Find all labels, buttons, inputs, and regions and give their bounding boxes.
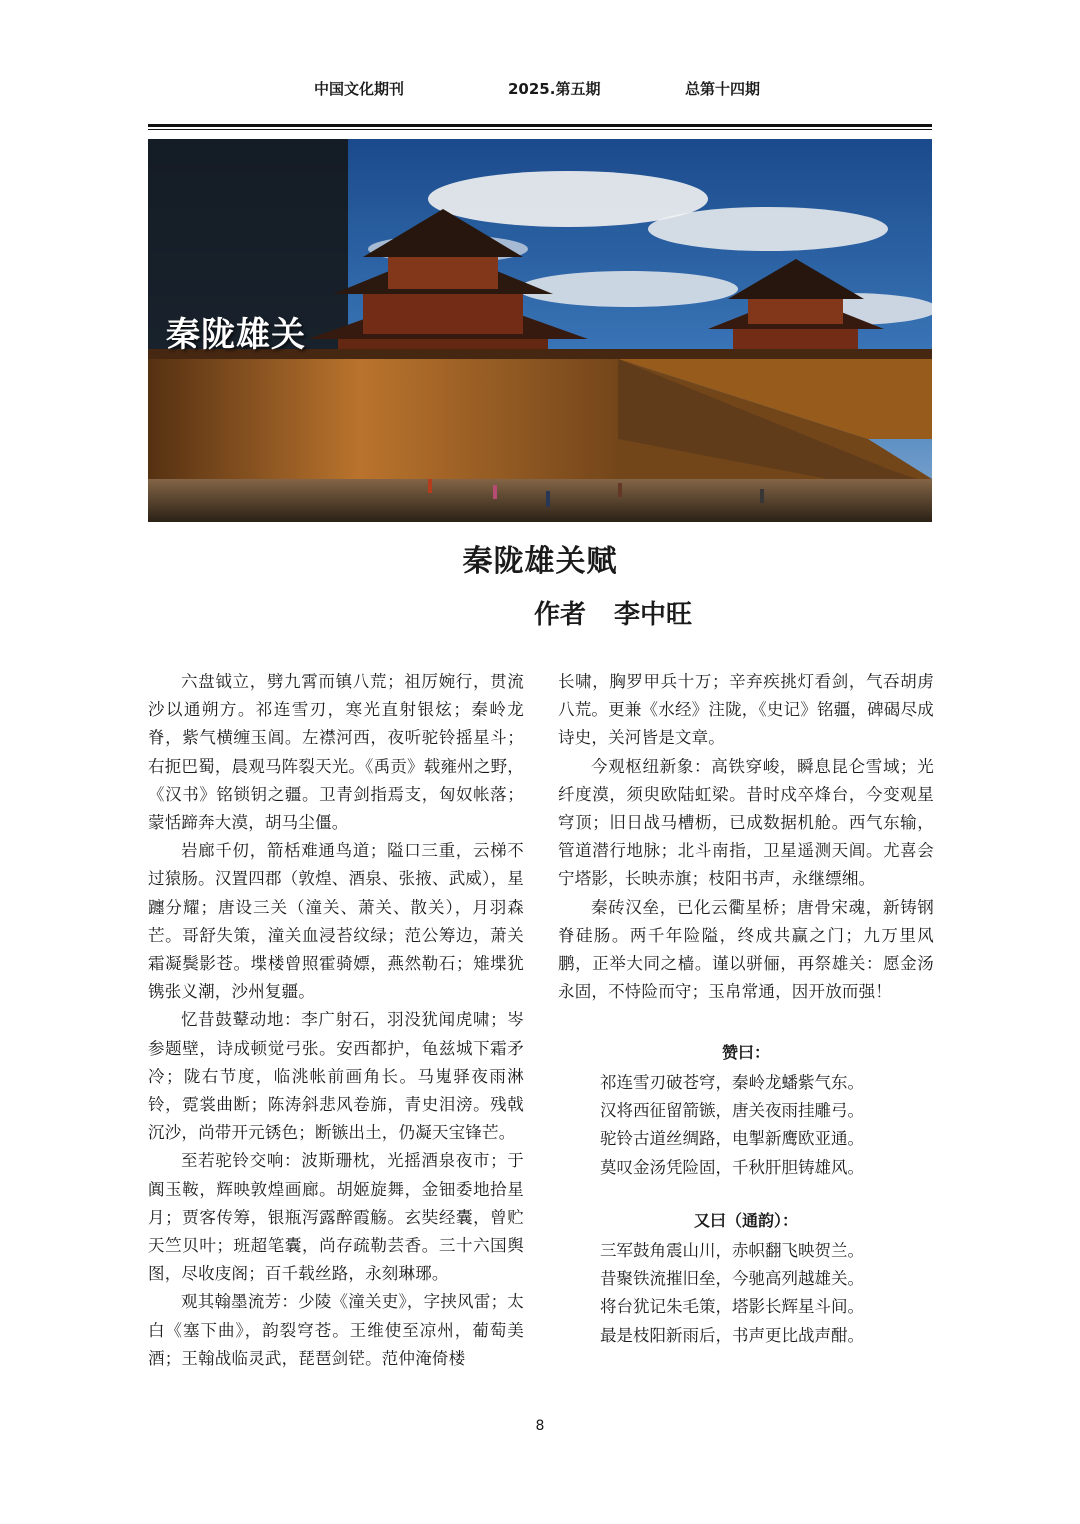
poem-line: 三军鼓角震山川，赤帜翻飞映贺兰。 (600, 1241, 864, 1260)
poem-line: 昔聚铁流摧旧垒，今驰高列越雄关。 (600, 1269, 864, 1289)
body-paragraph: 观其翰墨流芳：少陵《潼关吏》，字挟风雷；太白《塞下曲》，韵裂穹苍。王维使至凉州，葡萄美酒；王翰战临灵武，琵琶剑铓。范仲淹倚楼 (148, 1292, 524, 1368)
body-paragraph: 长啸，胸罗甲兵十万；辛弃疾挑灯看剑，气吞胡虏八荒。更兼《水经》注陇，《史记》铭疆，碑碣尽成诗史，关河皆是文章。 (558, 672, 934, 748)
article-title: 秦陇雄关赋 (462, 544, 618, 579)
body-paragraph: 六盘钺立，劈九霄而镇八荒；祖厉婉行，贯流沙以通朔方。祁连雪刃，寒光直射银炫；秦岭龙脊，紫气横缠玉阊。左襟河西，夜听驼铃摇星斗；右扼巴蜀，晨观马阵裂天光。《禹贡》载雍州之野，《汉书》铭锁钥之疆。卫青剑指焉支，匈奴帐落；蒙恬蹄奔大漠，胡马尘僵。 (148, 672, 524, 833)
poem-line: 将台犹记朱毛策，塔影长辉星斗间。 (600, 1297, 864, 1317)
poem-heading: 又曰（通韵）： (693, 1211, 798, 1230)
total-issue: 总第十四期 (685, 80, 761, 98)
author-label: 作者 (534, 600, 587, 630)
body-paragraph: 至若驼铃交响：波斯珊枕，光摇酒泉夜市；于阗玉鞍，辉映敦煌画廊。胡姬旋舞，金钿委地拾星月；贾客传筹，银瓶泻露醉霞觞。玄奘经囊，曾贮天竺贝叶；班超笔囊，尚存疏勒芸香。三十六国舆图，尽收庋阁；百千载丝路，永刻琳琊。 (148, 1151, 524, 1284)
header-rule-thin (148, 129, 932, 130)
photo-caption: 秦陇雄关 (166, 315, 306, 355)
poem-line: 莫叹金汤凭险固，千秋肝胆铸雄风。 (600, 1157, 864, 1177)
header-photo (148, 139, 932, 522)
poem-line: 驼铃古道丝绸路，电掣新鹰欧亚通。 (600, 1129, 864, 1149)
poem-line: 最是枝阳新雨后，书声更比战声酣。 (600, 1325, 864, 1345)
poem-line: 祁连雪刃破苍穹，秦岭龙蟠紫气东。 (600, 1073, 864, 1092)
body-paragraph: 忆昔鼓鼙动地：李广射石，羽没犹闻虎啸；岑参题壁，诗成顿觉弓张。安西都护，龟兹城下霜矛冷；陇右节度，临洮帐前画角长。马嵬驿夜雨淋铃，霓裳曲断；陈涛斜悲风卷旆，青史泪滂。残戟沉沙，尚带开元锈色；断镞出土，仍凝天宝锋芒。 (148, 1010, 524, 1143)
poem-you (558, 1208, 934, 1350)
issue-number: 2025.第五期 (508, 80, 601, 98)
body-paragraph: 岩廊千仞，箭栝难通鸟道；隘口三重，云梯不过猿肠。汉置四郡（敦煌、酒泉、张掖、武威），星躔分耀；唐设三关（潼关、萧关、散关），月羽森芒。哥舒失策，潼关血浸苔纹绿；范公筹边，萧关霜凝鬓影苍。堞楼曾照霍骑嫖，燕然勒石；雉堞犹镌张义潮，沙州复疆。 (148, 841, 524, 1002)
header-rule-thick (148, 124, 932, 127)
left-column (148, 668, 524, 1373)
page-number: 8 (535, 1418, 545, 1434)
running-header (148, 78, 932, 102)
poem-heading: 赞曰： (721, 1043, 770, 1062)
body-paragraph: 今观枢纽新象：高铁穿峻，瞬息昆仑雪域；光纤度漠，须臾欧陆虹梁。昔时戍卒烽台，今变观星穹顶；旧日战马槽枥，已成数据机舱。西气东输，管道潜行地脉；北斗南指，卫星遥测天阊。尤喜会宁塔影，长映赤旗；枝阳书声，永继缥缃。 (558, 756, 934, 889)
body-paragraph: 秦砖汉垒，已化云衢星桥；唐骨宋魂，新铸钢脊硅肠。两千年险隘，终成共赢之门；九万里风鹏，正举大同之樯。谨以骈俪，再祭雄关：愿金汤永固，不恃险而守；玉帛常通，因开放而强！ (558, 897, 934, 1002)
poem-line: 汉将西征留箭镞，唐关夜雨挂雕弓。 (600, 1101, 864, 1121)
journal-name: 中国文化期刊 (314, 80, 405, 98)
article-byline (534, 594, 692, 631)
author-name: 李中旺 (614, 600, 693, 630)
right-column (558, 668, 934, 1006)
poem-zan (558, 1040, 934, 1182)
